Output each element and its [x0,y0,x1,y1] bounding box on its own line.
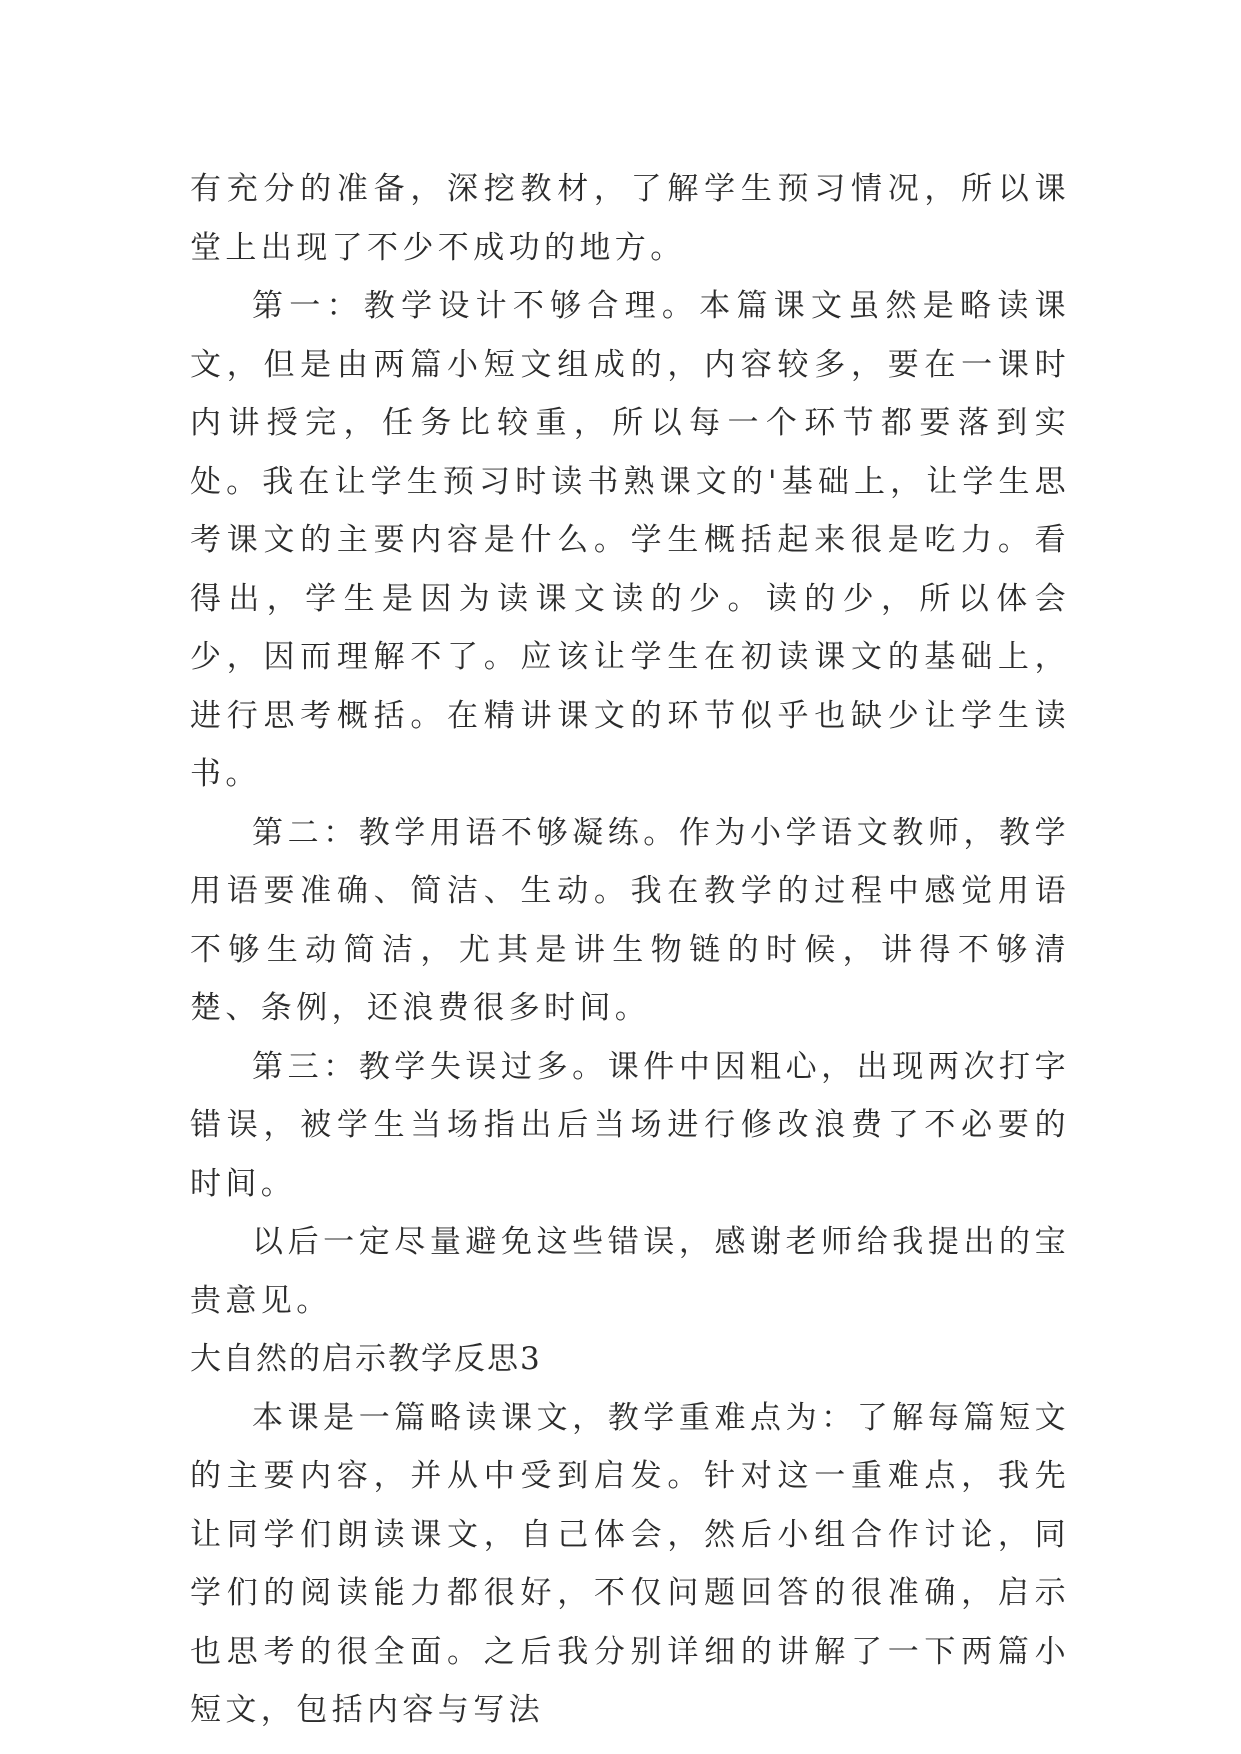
paragraph-4: 第三：教学失误过多。课件中因粗心，出现两次打字错误，被学生当场指出后当场进行修改浪费了不必要的时间。 [190,1048,1070,1202]
paragraph-2: 第一：教学设计不够合理。本篇课文虽然是略读课文，但是由两篇小短文组成的，内容较多，要在一课时内讲授完，任务比较重，所以每一个环节都要落到实处。我在让学生预习时读书熟课文的'基础上，让学生思考课文的主要内容是什么。学生概括起来很是吃力。看得出，学生是因为读课文读的少。读的少，所以体会少，因而理解不了。应该让学生在初读课文的基础上，进行思考概括。在精讲课文的环节似乎也缺少让学生读书。 [190,288,1070,792]
paragraph-3: 第二：教学用语不够凝练。作为小学语文教师，教学用语要准确、简洁、生动。我在教学的过程中感觉用语不够生动简洁，尤其是讲生物链的时候，讲得不够清楚、条例，还浪费很多时间。 [190,814,1070,1026]
paragraph-5: 以后一定尽量避免这些错误，感谢老师给我提出的宝贵意见。 [190,1224,1070,1319]
document-page [190,160,1070,1740]
section-heading: 大自然的启示教学反思3 [190,1341,542,1377]
paragraph-6: 本课是一篇略读课文，教学重难点为：了解每篇短文的主要内容，并从中受到启发。针对这一重难点，我先让同学们朗读课文，自己体会，然后小组合作讨论，同学们的阅读能力都很好，不仅问题回答的很准确，启示也思考的很全面。之后我分别详细的讲解了一下两篇小短文，包括内容与写法 [190,1399,1070,1728]
paragraph-1: 有充分的准备，深挖教材，了解学生预习情况，所以课堂上出现了不少不成功的地方。 [190,171,1070,266]
